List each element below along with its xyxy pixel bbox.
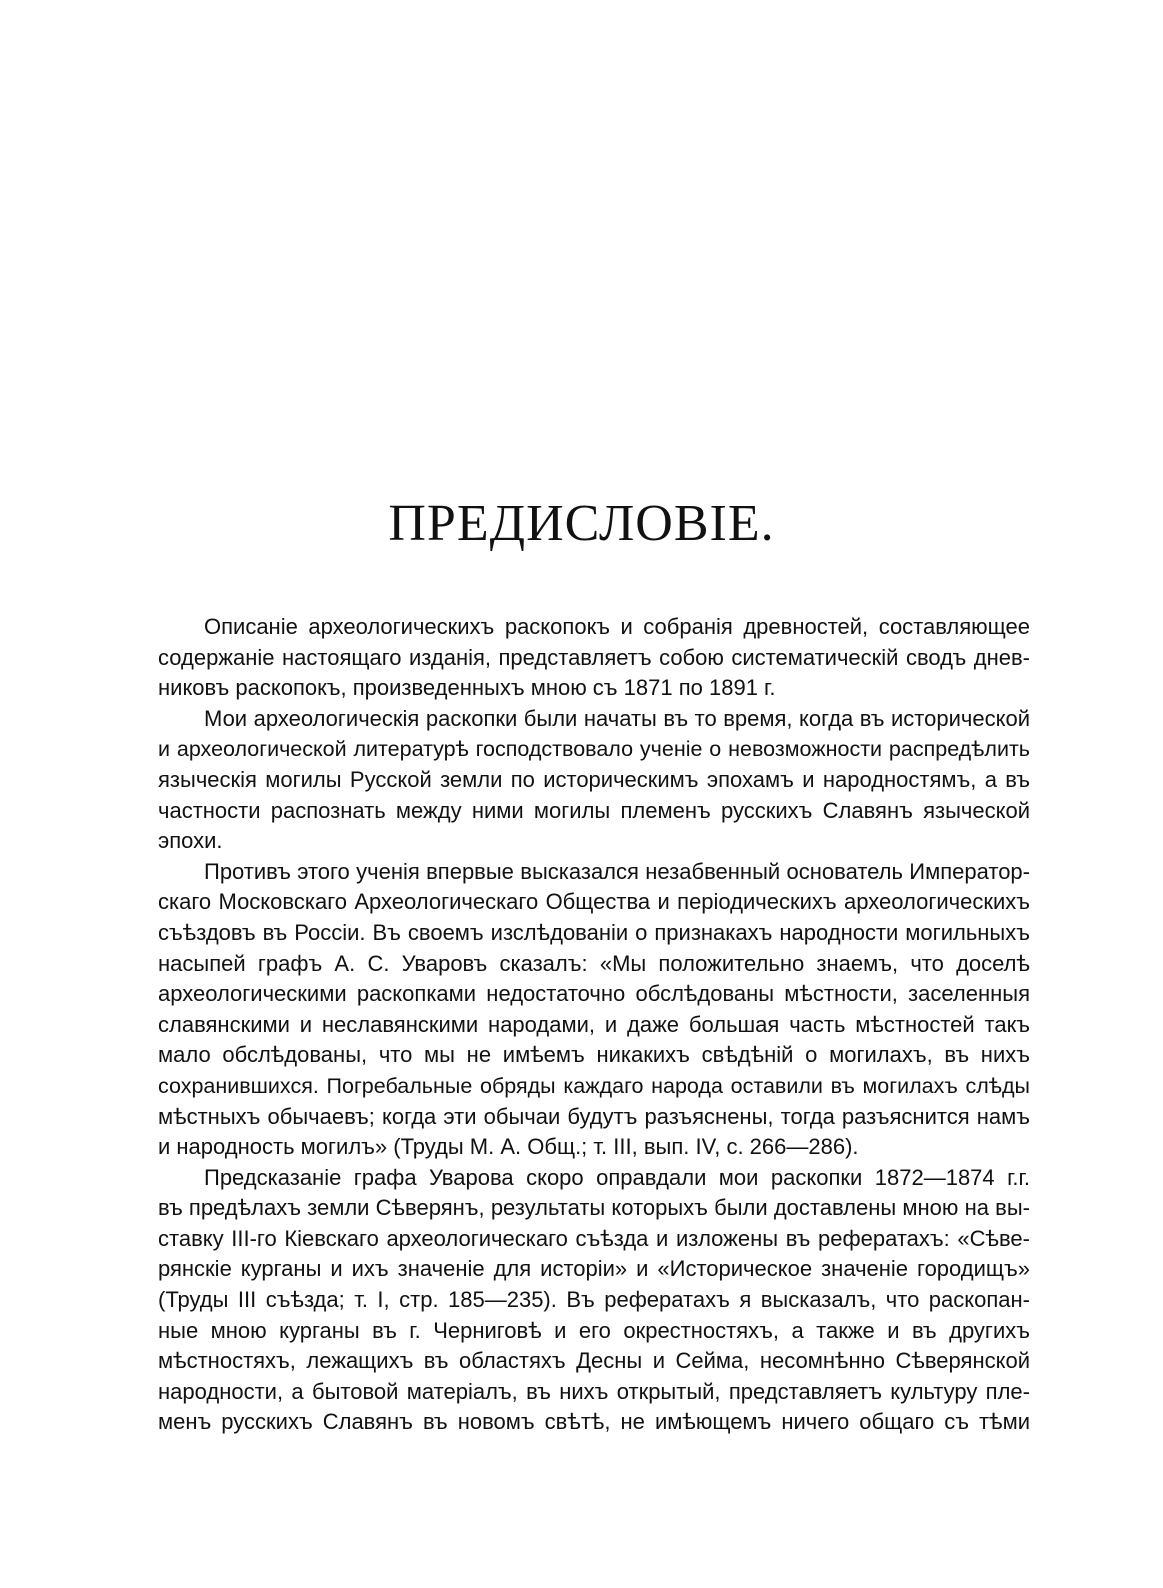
text-line: народности, а бытовой матеріалъ, въ нихъ открытый, представляетъ культуру пле- [158, 1378, 1030, 1404]
text-line: и археологической литературѣ господствовало ученіе о невозможности распредѣлить [158, 737, 1030, 762]
body-text [158, 612, 1030, 1438]
text-line: славянскими и неславянскими народами, и даже большая часть мѣстностей такъ [158, 1011, 1030, 1037]
text-line: и народность могилъ» (Труды М. А. Общ.; т. III, вып. IV, с. 266—286). [158, 1134, 859, 1160]
text-line: мало обслѣдованы, что мы не имѣемъ никакихъ свѣдѣній о могилахъ, въ нихъ [158, 1042, 1030, 1068]
text-line: насыпей графъ А. С. Уваровъ сказалъ: «Мы положительно знаемъ, что доселѣ [158, 950, 1030, 976]
text-line: эпохи. [158, 828, 223, 854]
text-line: сохранившихся. Погребальные обряды каждаго народа оставили въ могилахъ слѣды [158, 1073, 1030, 1098]
text-line: Мои археологическія раскопки были начаты въ то время, когда въ исторической [204, 705, 1030, 731]
text-line: ные мною курганы въ г. Черниговѣ и его окрестностяхъ, а также и въ другихъ [158, 1317, 1030, 1343]
text-line: никовъ раскопокъ, произведенныхъ мною съ 1871 по 1891 г. [158, 675, 776, 701]
text-line: Описаніе археологическихъ раскопокъ и собранія древностей, составляющее [204, 614, 1030, 639]
text-line: мѣстностяхъ, лежащихъ въ областяхъ Десны и Сейма, несомнѣнно Сѣверянской [158, 1348, 1030, 1374]
text-line: мѣстныхъ обычаевъ; когда эти обычаи будутъ разъяснены, тогда разъяснится намъ [158, 1103, 1030, 1129]
text-line: частности распознать между ними могилы племенъ русскихъ Славянъ языческой [158, 797, 1030, 823]
text-line: рянскіе курганы и ихъ значеніе для исторіи» и «Историческое значеніе городищъ» [158, 1256, 1030, 1282]
text-line: въ предѣлахъ земли Сѣверянъ, результаты которыхъ были доставлены мною на вы- [158, 1195, 1030, 1221]
text-line: съѣздовъ въ Россіи. Въ своемъ изслѣдованіи о признакахъ народности могильныхъ [158, 919, 1030, 945]
text-line: менъ русскихъ Славянъ въ новомъ свѣтѣ, не имѣющемъ ничего общаго съ тѣми [158, 1409, 1030, 1435]
text-line: скаго Московскаго Археологическаго Общества и періодическихъ археологическихъ [158, 889, 1030, 915]
text-line: языческія могилы Русской земли по историческимъ эпохамъ и народностямъ, а въ [158, 766, 1030, 792]
text-line: Предсказаніе графа Уварова скоро оправдали мои раскопки 1872—1874 г.г. [204, 1164, 1030, 1190]
page-title: ПРЕДИСЛОВІЕ. [388, 495, 775, 552]
text-line: ставку III-го Кіевскаго археологическаго съѣзда и изложены въ рефератахъ: «Сѣве- [158, 1225, 1030, 1251]
text-line: содержаніе настоящаго изданія, представляетъ собою систематическій сводъ днев- [158, 644, 1030, 670]
text-line: (Труды III съѣзда; т. I, стр. 185—235). Въ рефератахъ я высказалъ, что раскопан- [158, 1287, 1030, 1313]
text-line: Противъ этого ученія впервые высказался незабвенный основатель Император- [204, 858, 1030, 884]
text-line: археологическими раскопками недостаточно обслѣдованы мѣстности, заселенныя [158, 981, 1030, 1007]
